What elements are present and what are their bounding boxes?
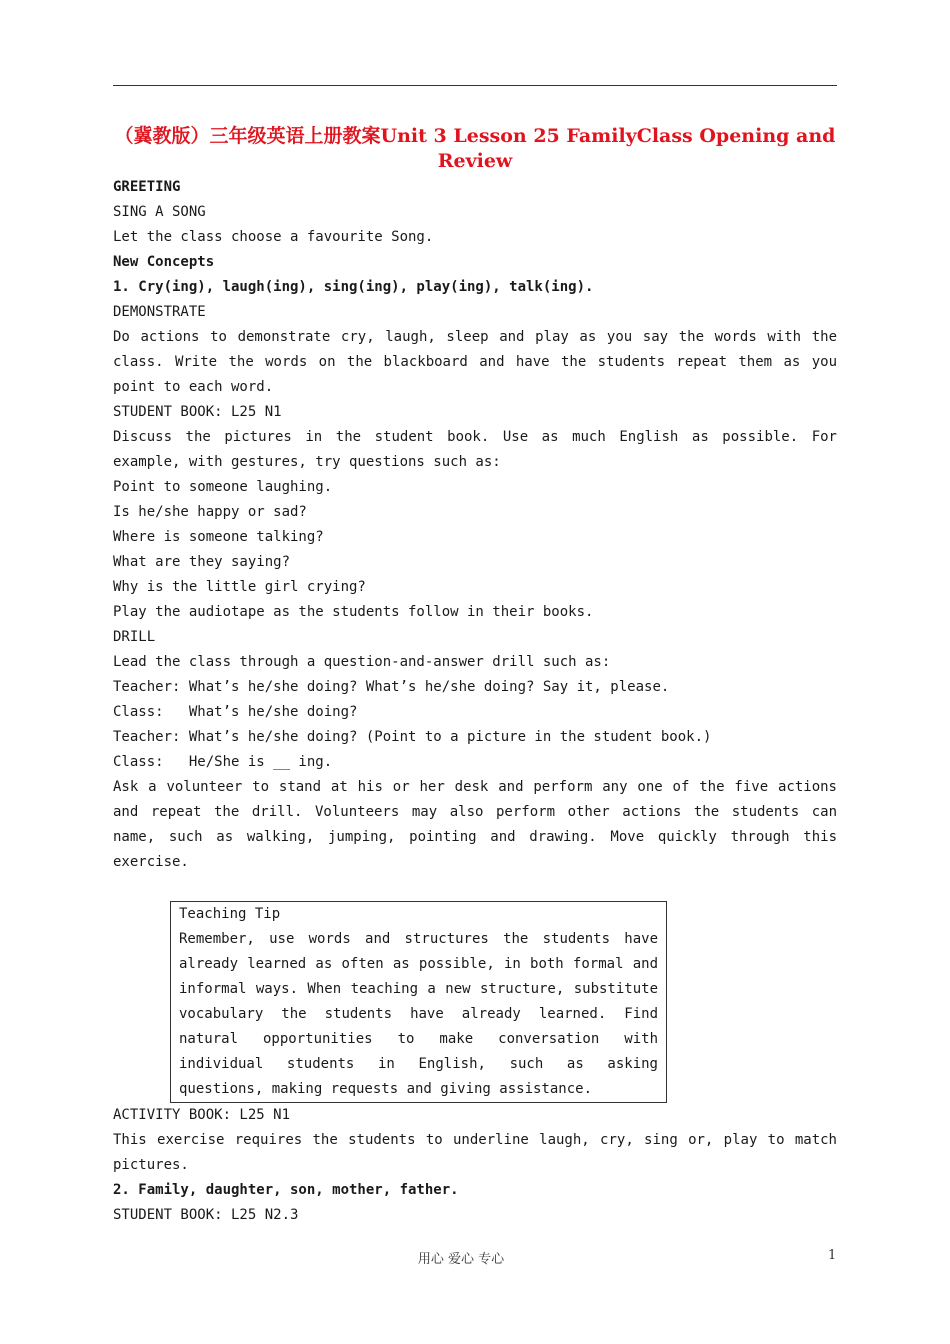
greeting-heading: GREETING xyxy=(113,179,181,195)
discuss-paragraph: Discuss the pictures in the student book. Use as much English as possible. For example, with gestures, try questions such as: xyxy=(113,429,837,470)
footer-motto: 用心 爱心 专心 xyxy=(417,1252,505,1267)
drill-heading: DRILL xyxy=(113,629,156,645)
student-book-ref-2: STUDENT BOOK: L25 N2.3 xyxy=(113,1207,299,1223)
dialogue-line: Teacher: What’s he/she doing? What’s he/she doing? Say it, please. xyxy=(113,679,670,695)
section1-heading: 1. Cry(ing), laugh(ing), sing(ing), play(ing), talk(ing). xyxy=(113,279,594,295)
header-rule xyxy=(113,85,837,86)
activity-book-ref: ACTIVITY BOOK: L25 N1 xyxy=(113,1107,291,1123)
teaching-tip-heading: Teaching Tip xyxy=(179,906,281,922)
sing-song-text: Let the class choose a favourite Song. xyxy=(113,229,434,245)
question-line: What are they saying? xyxy=(113,554,291,570)
question-line: Why is the little girl crying? xyxy=(113,579,366,595)
drill-intro: Lead the class through a question-and-answer drill such as: xyxy=(113,654,611,670)
section2-heading: 2. Family, daughter, son, mother, father. xyxy=(113,1182,459,1198)
volunteer-paragraph: Ask a volunteer to stand at his or her desk and perform any one of the five actions and repeat the drill. Volunteers may also perform other actions the students can name, such as walking, jumping, pointing and drawing. Move quickly through this exercise. xyxy=(113,779,837,870)
question-line: Point to someone laughing. xyxy=(113,479,333,495)
activity-paragraph: This exercise requires the students to underline laugh, cry, sing or, play to match pictures. xyxy=(113,1132,837,1173)
dialogue-line: Class: What’s he/she doing? xyxy=(113,704,358,720)
new-concepts-heading: New Concepts xyxy=(113,254,215,270)
student-book-ref-1: STUDENT BOOK: L25 N1 xyxy=(113,404,282,420)
question-line: Where is someone talking? xyxy=(113,529,324,545)
question-line: Is he/she happy or sad? xyxy=(113,504,307,520)
sing-song-heading: SING A SONG xyxy=(113,204,206,220)
audiotape-line: Play the audiotape as the students follow in their books. xyxy=(113,604,594,620)
dialogue-line: Teacher: What’s he/she doing? (Point to a picture in the student book.) xyxy=(113,729,712,745)
dialogue-line: Class: He/She is __ ing. xyxy=(113,754,333,770)
page-number: 1 xyxy=(828,1248,837,1263)
document-body xyxy=(113,175,837,1228)
teaching-tip-body: Remember, use words and structures the students have already learned as often as possible, in both formal and informal ways. When teaching a new structure, substitute vocabulary the students have already learned. Find natural opportunities to make conversation with individual students in English, such as asking questions, making requests and giving assistance. xyxy=(179,931,658,1097)
teaching-tip-box xyxy=(170,901,667,1103)
demonstrate-heading: DEMONSTRATE xyxy=(113,304,206,320)
demonstrate-paragraph: Do actions to demonstrate cry, laugh, sleep and play as you say the words with the class. Write the words on the blackboard and have the students repeat them as you point to each word. xyxy=(113,329,837,395)
document-title: （冀教版）三年级英语上册教案Unit 3 Lesson 25 FamilyClass Opening and Review xyxy=(114,125,836,172)
